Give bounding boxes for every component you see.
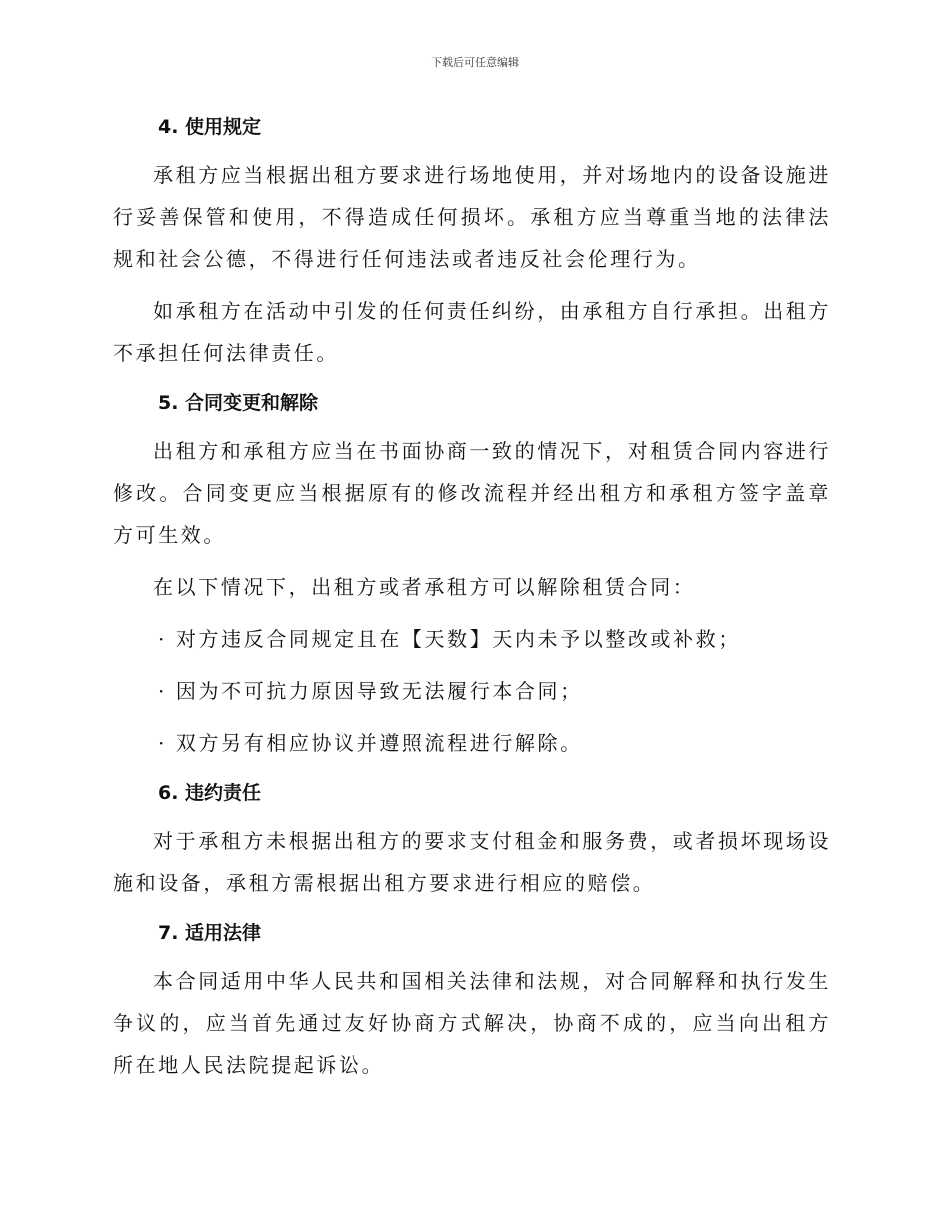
- section-5-paragraph-2: 在以下情况下，出租方或者承租方可以解除租赁合同：: [153, 575, 696, 599]
- section-7-paragraph-1: 本合同适用中华人民共和国相关法律和法规，对合同解释和执行发生争议的，应当首先通过友好协商方式解决，协商不成的，应当向出租方所在地人民法院提起诉讼。: [113, 969, 831, 1077]
- section-4-title: 4. 使用规定: [158, 116, 262, 138]
- document-body: [113, 108, 831, 1086]
- section-7-title: 7. 适用法律: [158, 922, 262, 944]
- section-5-title: 5. 合同变更和解除: [158, 392, 319, 414]
- section-5-bullet-2: · 因为不可抗力原因导致无法履行本合同；: [158, 679, 583, 703]
- section-5-bullet-3: · 双方另有相应协议并遵照流程进行解除。: [158, 731, 583, 755]
- section-4-paragraph-1: 承租方应当根据出租方要求进行场地使用，并对场地内的设备设施进行妥善保管和使用，不得造成任何损坏。承租方应当尊重当地的法律法规和社会公德，不得进行任何违法或者违反社会伦理行为。: [113, 163, 831, 271]
- section-5-bullet-1: · 对方违反合同规定且在【天数】天内未予以整改或补救；: [158, 627, 741, 651]
- page-header: 下载后可任意编辑: [431, 56, 519, 69]
- section-6-title: 6. 违约责任: [158, 782, 262, 804]
- section-4-paragraph-2: 如承租方在活动中引发的任何责任纠纷，由承租方自行承担。出租方不承担任何法律责任。: [113, 299, 831, 365]
- section-5-paragraph-1: 出租方和承租方应当在书面协商一致的情况下，对租赁合同内容进行修改。合同变更应当根据原有的修改流程并经出租方和承租方签字盖章方可生效。: [113, 439, 831, 547]
- section-6-paragraph-1: 对于承租方未根据出租方的要求支付租金和服务费，或者损坏现场设施和设备，承租方需根据出租方要求进行相应的赔偿。: [113, 829, 831, 895]
